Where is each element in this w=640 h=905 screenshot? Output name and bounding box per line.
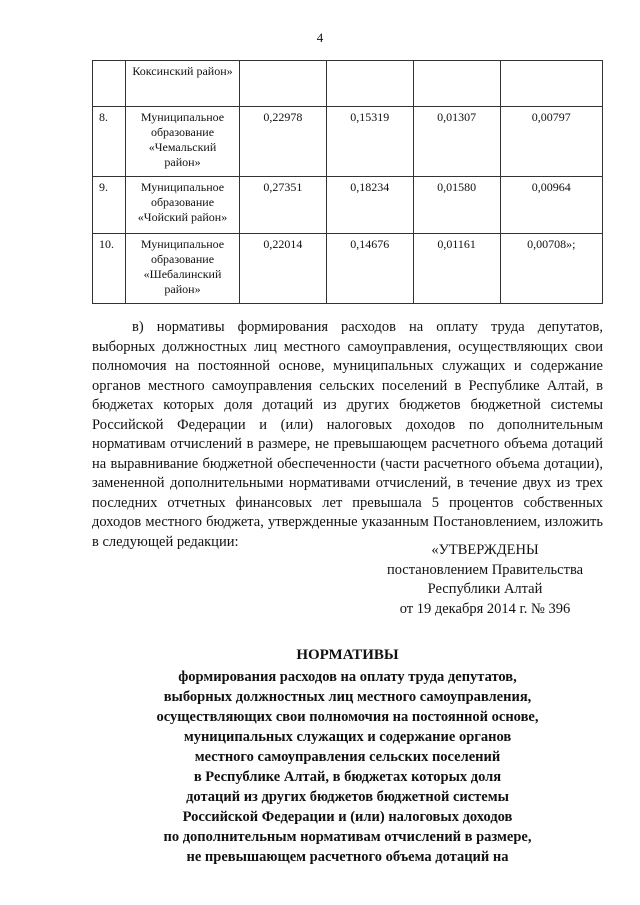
row-number [93, 61, 126, 107]
value-cell: 0,00964 [500, 177, 602, 234]
approval-line: «УТВЕРЖДЕНЫ [431, 542, 539, 558]
municipality-name: Муниципальное образование «Чемальский район» [126, 107, 240, 177]
value-cell: 0,22014 [240, 234, 327, 304]
document-heading [92, 645, 603, 867]
approval-block [360, 541, 610, 619]
value-cell: 0,27351 [240, 177, 327, 234]
page-number: 4 [316, 30, 324, 45]
table-row [93, 177, 603, 234]
table-row [93, 234, 603, 304]
value-cell: 0,14676 [326, 234, 413, 304]
heading-line: осуществляющих свои полномочия на постоянной основе, [156, 709, 539, 725]
heading-line: Российской Федерации и (или) налоговых доходов [182, 809, 513, 825]
table-row [93, 61, 603, 107]
value-cell [240, 61, 327, 107]
heading-line: дотаций из других бюджетов бюджетной системы [186, 789, 509, 805]
row-number: 10. [93, 234, 126, 304]
value-cell: 0,00797 [500, 107, 602, 177]
heading-line: муниципальных служащих и содержание органов [183, 729, 512, 745]
value-cell: 0,01307 [413, 107, 500, 177]
heading-line: по дополнительным нормативам отчислений в размере, [163, 829, 532, 845]
approval-date: от 19 декабря 2014 г. № 396 [399, 600, 571, 617]
normatives-table [92, 60, 603, 304]
municipality-name: Коксинский район» [126, 61, 240, 107]
heading-line: не превышающем расчетного объема дотаций на [186, 849, 509, 865]
value-cell [326, 61, 413, 107]
municipality-name: Муниципальное образование «Чойский район» [126, 177, 240, 234]
value-cell: 0,18234 [326, 177, 413, 234]
heading-line: местного самоуправления сельских поселений [194, 749, 501, 765]
value-cell: 0,15319 [326, 107, 413, 177]
value-cell: 0,01161 [413, 234, 500, 304]
heading-title: НОРМАТИВЫ [296, 647, 399, 663]
amendment-paragraph: в) нормативы формирования расходов на оплату труда депутатов, выборных должностных лиц местного самоуправления, осуществляющих свои полномочия на постоянной основе, муниципальных служащих и содержание органов местного самоуправления сельских поселений в Республике Алтай, в бюджетах которых доля дотаций из других бюджетов бюджетной системы Российской Федерации и (или) налоговых доходов по дополнительным нормативам отчислений в размере, не превышающем расчетного объема дотаций на выравнивание бюджетной обеспеченности (части расчетного объема дотации), замененной дополнительными нормативами отчислений, в течение двух из трех последних отчетных финансовых лет превышала 5 процентов собственных доходов местного бюджета, утвержденные указанным Постановлением, изложить в следующей редакции: [92, 319, 603, 550]
value-cell: 0,00708»; [500, 234, 602, 304]
approval-line: Республики Алтай [427, 581, 543, 597]
value-cell: 0,22978 [240, 107, 327, 177]
heading-line: формирования расходов на оплату труда депутатов, [178, 669, 517, 685]
row-number: 8. [93, 107, 126, 177]
row-number: 9. [93, 177, 126, 234]
heading-line: выборных должностных лиц местного самоуправления, [163, 689, 532, 705]
value-cell [413, 61, 500, 107]
table-row [93, 107, 603, 177]
value-cell: 0,01580 [413, 177, 500, 234]
heading-line: в Республике Алтай, в бюджетах которых доля [193, 769, 502, 785]
approval-line: постановлением Правительства [386, 561, 584, 578]
value-cell [500, 61, 602, 107]
municipality-name: Муниципальное образование «Шебалинский район» [126, 234, 240, 304]
